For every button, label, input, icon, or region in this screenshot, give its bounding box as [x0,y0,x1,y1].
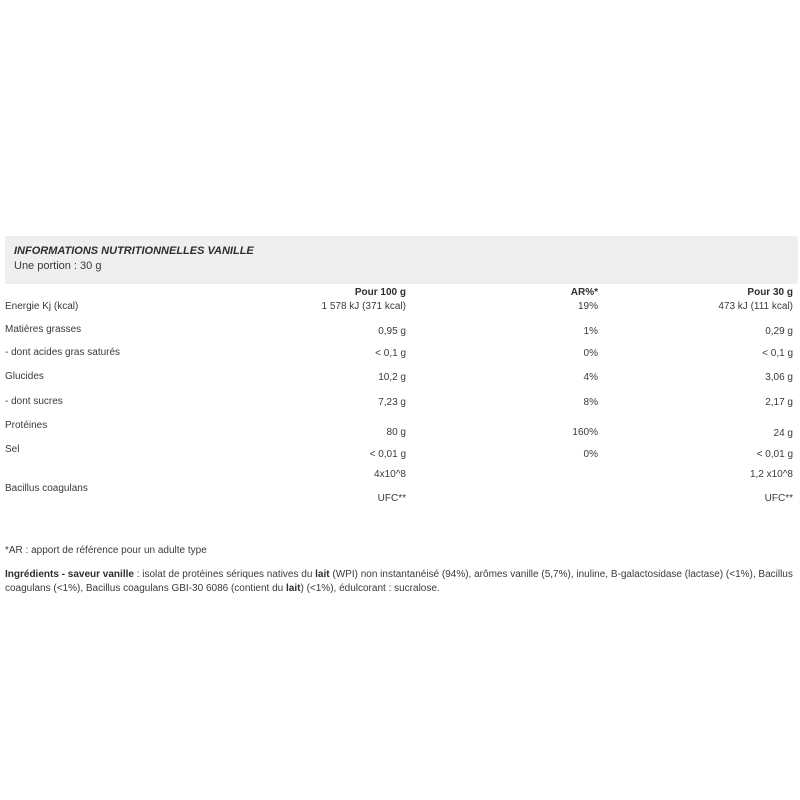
row-per30: < 0,01 g [756,449,793,460]
row-ar: 160% [572,427,598,438]
row-label: - dont sucres [5,396,63,407]
row-per100-line2: UFC** [377,493,406,504]
row-ar: 1% [583,326,598,337]
table-row [5,371,798,385]
row-per100: < 0,01 g [369,449,406,460]
table-row [5,347,798,361]
table-row [5,396,798,410]
row-label: - dont acides gras saturés [5,347,121,358]
row-ar: 19% [577,301,598,312]
allergen-milk-2: lait [286,583,301,594]
ingredients-text [5,568,795,596]
table-row [5,468,798,508]
row-label: Sel [5,444,20,455]
table-row [5,420,798,444]
ingredients-part1: : isolat de protéines sériques natives du [133,569,316,580]
row-per30: 0,29 g [765,326,793,337]
row-per100: < 0,1 g [375,348,406,359]
row-ar: 0% [583,348,598,359]
row-ar: 4% [583,372,598,383]
row-per100: 1 578 kJ (371 kcal) [321,301,406,312]
row-per30-line2: UFC** [764,493,793,504]
row-per100: 7,23 g [378,397,406,408]
row-label: Protéines [5,420,48,431]
row-per30: 2,17 g [765,397,793,408]
footnote: *AR : apport de référence pour un adulte type [5,545,207,556]
row-per100: 0,95 g [378,326,406,337]
row-ar: 0% [583,449,598,460]
ingredients-part2: (WPI) non instantanéisé (94%), arômes vanille (5,7%), inuline, B-galactosidase (lactase) (<1%), Bacillus coagulans (<1%), Bacillus coagulans GBI-30 6086 (contient du [5,569,793,594]
table-title: INFORMATIONS NUTRITIONNELLES VANILLE [14,245,254,257]
col-ar-header: AR%* [570,287,598,298]
column-headers [5,284,798,302]
row-label: Energie Kj (kcal) [5,301,79,312]
row-label: Matières grasses [5,324,82,335]
ingredients-part3: ) (<1%), édulcorant : sucralose. [300,583,440,594]
row-per100-line1: 4x10^8 [374,469,406,480]
row-per30: 3,06 g [765,372,793,383]
row-ar: 8% [583,397,598,408]
portion-size: Une portion : 30 g [14,260,102,272]
row-label: Glucides [5,371,44,382]
row-per30: 473 kJ (111 kcal) [718,301,793,312]
row-per30: < 0,1 g [762,348,793,359]
table-row [5,444,798,462]
col-per30-header: Pour 30 g [747,287,793,298]
nutrition-table [5,236,798,302]
row-per30: 24 g [773,428,793,439]
row-per100: 80 g [386,427,406,438]
col-per100-header: Pour 100 g [354,287,406,298]
ingredients-label: Ingrédients - saveur vanille [5,569,134,580]
row-per100: 10,2 g [378,372,406,383]
table-row [5,301,798,315]
row-per30-line1: 1,2 x10^8 [749,469,793,480]
table-row [5,324,798,338]
table-header [5,236,798,284]
row-label: Bacillus coagulans [5,483,88,494]
allergen-milk-1: lait [315,569,330,580]
